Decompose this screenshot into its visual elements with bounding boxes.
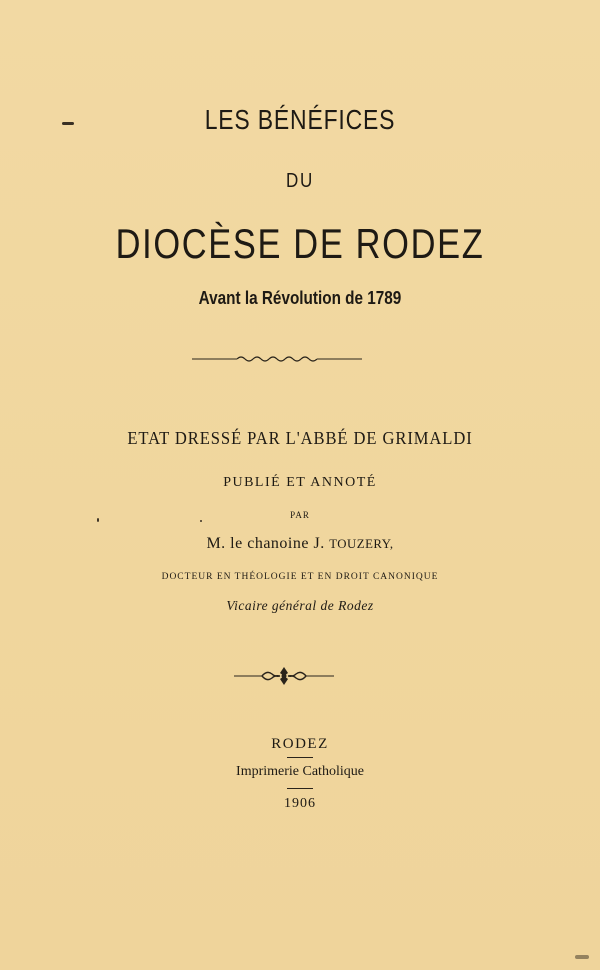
separator-dash xyxy=(287,788,313,789)
author-surname: TOUZERY, xyxy=(329,537,394,551)
paper-speck xyxy=(200,520,202,522)
author-line xyxy=(0,535,600,553)
title-line-1: LES BÉNÉFICES xyxy=(204,104,396,135)
title-line-2: DU xyxy=(286,170,314,192)
paper-speck xyxy=(97,518,99,522)
position-line: Vicaire général de Rodez xyxy=(226,598,374,613)
paper-speck xyxy=(62,122,74,125)
printer-line: Imprimerie Catholique xyxy=(236,764,364,779)
title-line-3: DIOCÈSE DE RODEZ xyxy=(115,220,485,267)
par-line: PAR xyxy=(290,510,310,520)
wavy-rule-ornament xyxy=(192,352,362,366)
subtitle: Avant la Révolution de 1789 xyxy=(198,288,402,308)
separator-dash xyxy=(287,757,313,758)
publie-line: PUBLIÉ ET ANNOTÉ xyxy=(223,475,377,490)
credentials-line: DOCTEUR EN THÉOLOGIE ET EN DROIT CANONIQUE xyxy=(161,572,439,582)
city-line: RODEZ xyxy=(271,736,329,752)
etat-line: ETAT DRESSÉ PAR L'ABBÉ DE GRIMALDI xyxy=(127,428,473,448)
author-prefix: M. le chanoine J. xyxy=(206,535,325,552)
paper-speck xyxy=(575,955,589,959)
fleuron-ornament xyxy=(234,664,334,688)
year-line: 1906 xyxy=(284,796,316,811)
